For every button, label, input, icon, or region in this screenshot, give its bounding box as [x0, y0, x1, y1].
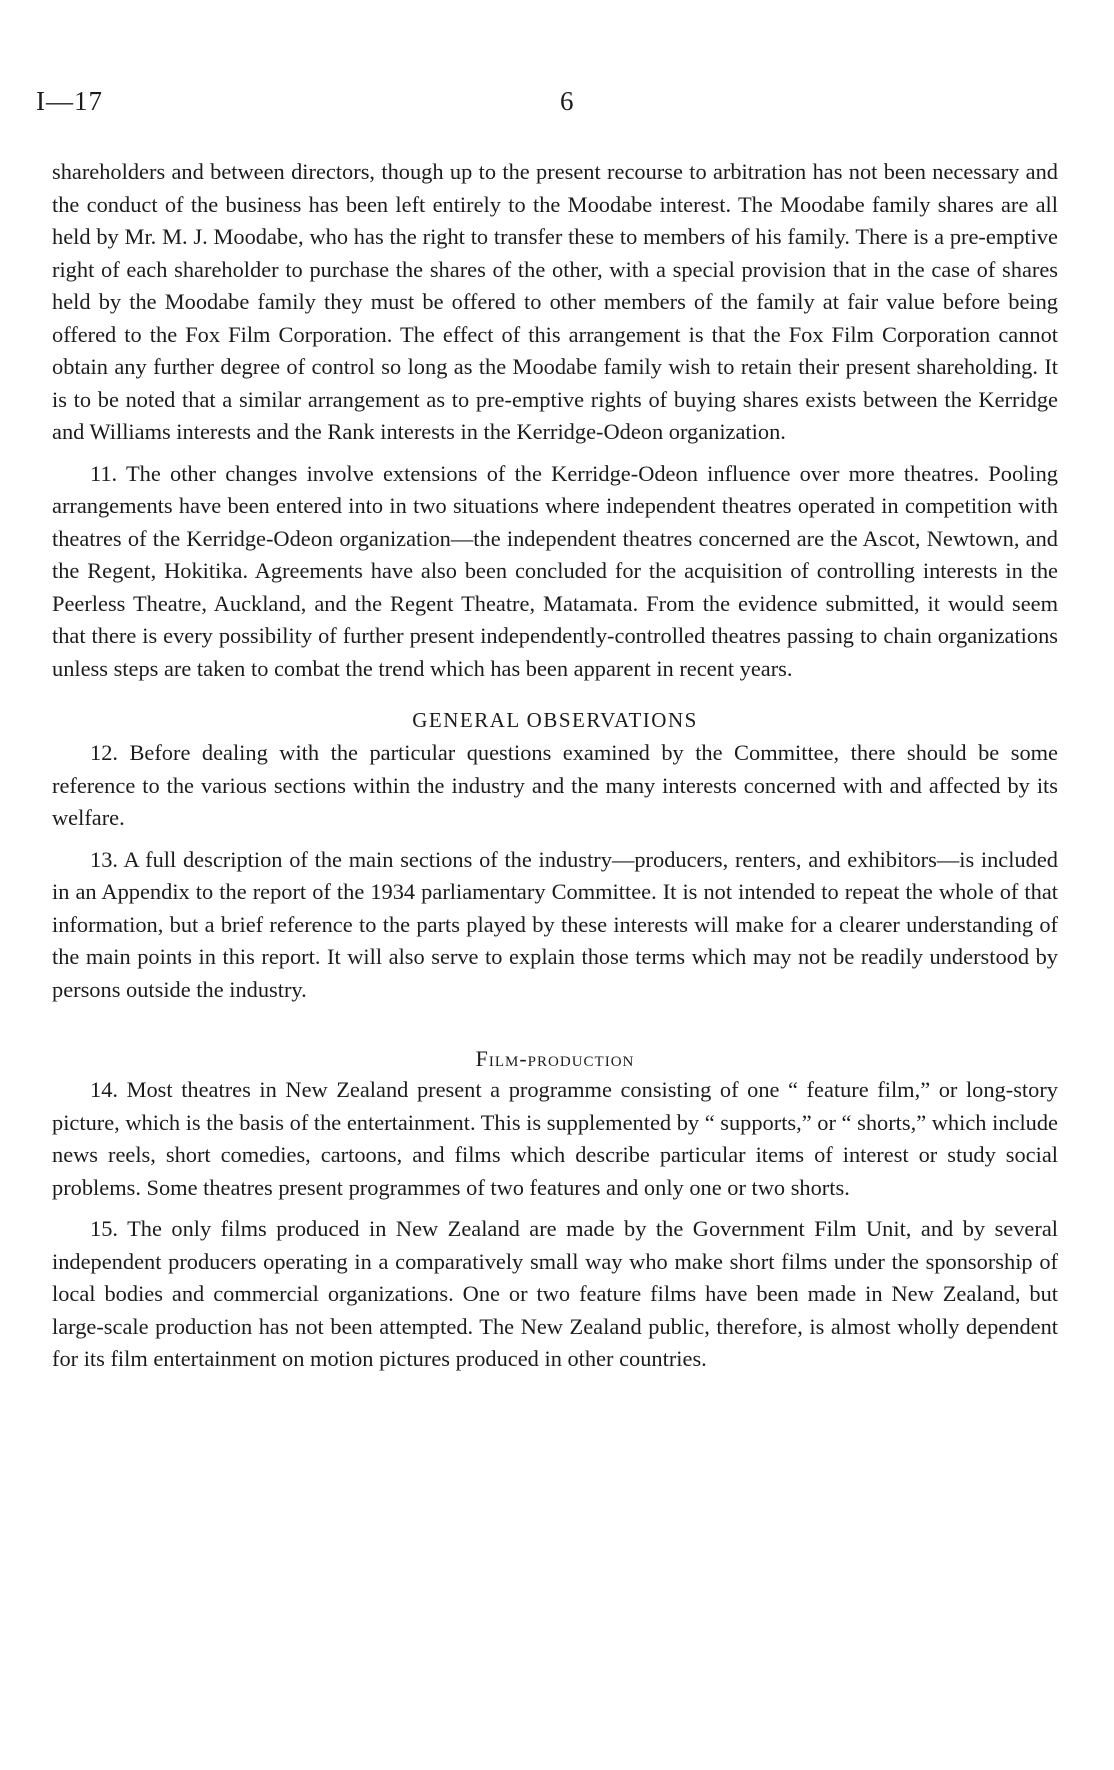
page-number: 6 [560, 86, 574, 116]
paragraph-15: 15. The only films produced in New Zealand are made by the Government Film Unit, and by several independent producers operating in a comparatively small way who make short films under the sponsorship of local bodies and commercial organizations. One or two feature films have been made in New Zealand, but large-scale production has not been attempted. The New Zealand public, therefore, is almost wholly dependent for its film entertainment on motion pictures produced in other countries. [52, 1216, 1058, 1371]
section-heading-general-observations: GENERAL OBSERVATIONS [412, 708, 698, 732]
body-text [52, 156, 1058, 1376]
subsection-heading-film-production: Film-production [475, 1046, 635, 1071]
document-reference: I—17 [36, 86, 103, 116]
paragraph-continued: shareholders and between directors, though up to the present recourse to arbitration has not been necessary and the conduct of the business has been left entirely to the Moodabe interest. The Moodabe family shares are all held by Mr. M. J. Moodabe, who has the right to transfer these to members of his family. There is a pre-emptive right of each shareholder to purchase the shares of the other, with a special provision that in the case of shares held by the Moodabe family they must be offered to other members of the family at fair value before being offered to the Fox Film Corporation. The effect of this arrangement is that the Fox Film Corporation cannot obtain any further degree of control so long as the Moodabe family wish to retain their present shareholding. It is to be noted that a similar arrangement as to pre-emptive rights of buying shares exists between the Kerridge and Williams interests and the Rank interests in the Kerridge-Odeon organization. [52, 159, 1058, 444]
paragraph-14: 14. Most theatres in New Zealand present a programme consisting of one “ feature film,” or long-story picture, which is the basis of the entertainment. This is supplemented by “ supports,” or “ shorts,” which include news reels, short comedies, cartoons, and films which describe particular items of interest or study social problems. Some theatres present programmes of two features and only one or two shorts. [52, 1077, 1058, 1200]
paragraph-12: 12. Before dealing with the particular questions examined by the Committee, there should be some reference to the various sections within the industry and the many interests concerned with and affected by its welfare. [52, 740, 1058, 830]
page-header [36, 86, 1036, 122]
paragraph-11: 11. The other changes involve extensions of the Kerridge-Odeon influence over more theatres. Pooling arrangements have been entered into in two situations where independent theatres operated in competition with theatres of the Kerridge-Odeon organization—the independent theatres concerned are the Ascot, Newtown, and the Regent, Hokitika. Agreements have also been concluded for the acquisition of controlling interests in the Peerless Theatre, Auckland, and the Regent Theatre, Matamata. From the evidence submitted, it would seem that there is every possibility of further present independently-controlled theatres passing to chain organizations unless steps are taken to combat the trend which has been apparent in recent years. [52, 460, 1058, 681]
paragraph-13: 13. A full description of the main sections of the industry—producers, renters, and exhibitors—is included in an Appendix to the report of the 1934 parliamentary Committee. It is not intended to repeat the whole of that information, but a brief reference to the parts played by these interests will make for a clearer understanding of the main points in this report. It will also serve to explain those terms which may not be readily understood by persons outside the industry. [52, 846, 1058, 1002]
